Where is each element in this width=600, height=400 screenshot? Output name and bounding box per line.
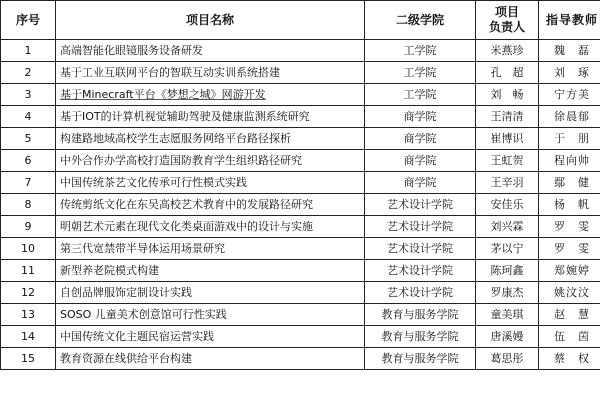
row-leader: 崔博识: [476, 128, 539, 150]
row-school: 商学院: [365, 128, 476, 150]
row-leader: 安佳乐: [476, 194, 539, 216]
header-tutor: 指导教师: [539, 1, 600, 40]
row-index: 11: [1, 260, 56, 282]
table-row: [1, 40, 600, 62]
row-tutor: 杨 帆: [539, 194, 600, 216]
header-school: 二级学院: [365, 1, 476, 40]
row-tutor: 徐晨郁: [539, 106, 600, 128]
row-tutor: 郑婉婷: [539, 260, 600, 282]
row-project-name: 第三代宽禁带半导体运用场景研究: [56, 238, 365, 260]
row-index: 12: [1, 282, 56, 304]
table-row: [1, 128, 600, 150]
row-leader: 茅以宁: [476, 238, 539, 260]
row-school: 教育与服务学院: [365, 348, 476, 370]
header-row: [1, 1, 600, 40]
table-row: [1, 216, 600, 238]
row-index: 6: [1, 150, 56, 172]
row-project-name: 中国传统文化主题民宿运营实践: [56, 326, 365, 348]
row-index: 4: [1, 106, 56, 128]
row-leader: 王辛羽: [476, 172, 539, 194]
table-row: [1, 106, 600, 128]
row-leader: 王虹贺: [476, 150, 539, 172]
row-tutor: 于 朋: [539, 128, 600, 150]
row-tutor: 赵 慧: [539, 304, 600, 326]
table-row: [1, 150, 600, 172]
row-school: 艺术设计学院: [365, 282, 476, 304]
table-row: [1, 84, 600, 106]
table-row: [1, 172, 600, 194]
table-row: [1, 282, 600, 304]
table-row: [1, 194, 600, 216]
row-school: 艺术设计学院: [365, 260, 476, 282]
row-project-name: 中外合作办学高校打造国防教育学生组织路径研究: [56, 150, 365, 172]
row-index: 1: [1, 40, 56, 62]
row-school: 工学院: [365, 40, 476, 62]
row-project-name: SOSO 儿童美术创意馆可行性实践: [56, 304, 365, 326]
row-project-name: 中国传统茶艺文化传承可行性模式实践: [56, 172, 365, 194]
row-school: 艺术设计学院: [365, 238, 476, 260]
row-leader: 孔 超: [476, 62, 539, 84]
row-leader: 刘 畅: [476, 84, 539, 106]
row-tutor: 姚汶汶: [539, 282, 600, 304]
row-school: 教育与服务学院: [365, 304, 476, 326]
header-leader-line1: 项目: [494, 5, 519, 19]
row-school: 商学院: [365, 106, 476, 128]
row-leader: 陈珂鑫: [476, 260, 539, 282]
table-row: [1, 348, 600, 370]
row-leader: 罗康杰: [476, 282, 539, 304]
row-index: 5: [1, 128, 56, 150]
row-school: 商学院: [365, 150, 476, 172]
table-row: [1, 304, 600, 326]
row-tutor: 宁方美: [539, 84, 600, 106]
row-leader: 葛思彤: [476, 348, 539, 370]
row-tutor: 蔡 权: [539, 348, 600, 370]
row-school: 商学院: [365, 172, 476, 194]
row-tutor: 罗 雯: [539, 216, 600, 238]
row-project-name: 基于Minecraft平台《梦想之城》网游开发: [56, 84, 365, 106]
row-school: 教育与服务学院: [365, 326, 476, 348]
table-row: [1, 326, 600, 348]
table-row: [1, 238, 600, 260]
row-tutor: 魏 磊: [539, 40, 600, 62]
row-project-name: 自创品牌服饰定制设计实践: [56, 282, 365, 304]
row-school: 艺术设计学院: [365, 194, 476, 216]
row-school: 艺术设计学院: [365, 216, 476, 238]
row-project-name: 基于工业互联网平台的智联互动实训系统搭建: [56, 62, 365, 84]
row-leader: 唐溪嫚: [476, 326, 539, 348]
row-tutor: 刘 琢: [539, 62, 600, 84]
row-project-name: 高端智能化眼镜服务设备研发: [56, 40, 365, 62]
row-project-name: 教育资源在线供给平台构建: [56, 348, 365, 370]
row-project-name: 明朝艺术元素在现代文化类桌面游戏中的设计与实施: [56, 216, 365, 238]
row-index: 14: [1, 326, 56, 348]
row-project-name: 基于IOT的计算机视觉辅助驾驶及健康监测系统研究: [56, 106, 365, 128]
row-index: 3: [1, 84, 56, 106]
header-name: 项目名称: [56, 1, 365, 40]
row-school: 工学院: [365, 84, 476, 106]
header-leader: [476, 1, 539, 40]
row-index: 2: [1, 62, 56, 84]
header-index: 序号: [1, 1, 56, 40]
row-leader: 王清清: [476, 106, 539, 128]
row-project-name: 构建路地域高校学生志愿服务网络平台路径探析: [56, 128, 365, 150]
header-leader-line2: 负责人: [488, 20, 525, 34]
row-index: 15: [1, 348, 56, 370]
row-index: 10: [1, 238, 56, 260]
row-leader: 童美琪: [476, 304, 539, 326]
row-tutor: 伍 茵: [539, 326, 600, 348]
row-tutor: 鄢 健: [539, 172, 600, 194]
row-index: 9: [1, 216, 56, 238]
row-index: 7: [1, 172, 56, 194]
row-leader: 刘兴霖: [476, 216, 539, 238]
table-row: [1, 62, 600, 84]
row-index: 13: [1, 304, 56, 326]
row-project-name: 传统剪纸文化在东吴高校艺术教育中的发展路径研究: [56, 194, 365, 216]
table-row: [1, 260, 600, 282]
row-leader: 米燕珍: [476, 40, 539, 62]
row-project-name: 新型养老院模式构建: [56, 260, 365, 282]
row-tutor: 程向帅: [539, 150, 600, 172]
row-school: 工学院: [365, 62, 476, 84]
row-index: 8: [1, 194, 56, 216]
row-tutor: 罗 雯: [539, 238, 600, 260]
